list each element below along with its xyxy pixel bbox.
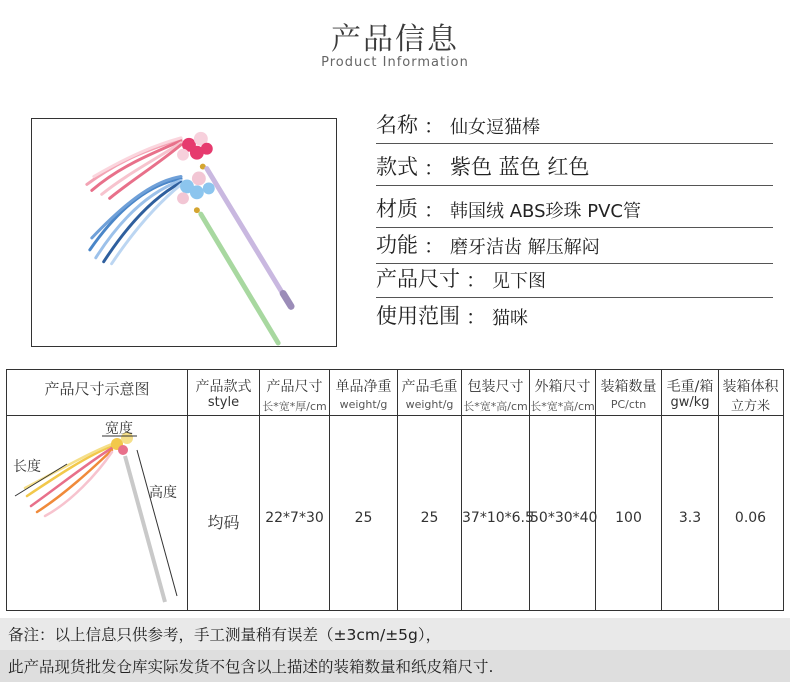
cell-style: 均码 — [207, 513, 240, 532]
info-material-colon: ： — [424, 198, 444, 222]
info-size-row — [376, 266, 773, 298]
col-style-subheader: style — [207, 395, 240, 410]
col-net-weight-subheader: weight/g — [339, 398, 388, 411]
page-subtitle: Product Information — [321, 55, 469, 70]
info-usage-colon: ： — [466, 305, 486, 329]
info-material-key: 材质 — [376, 197, 418, 221]
cell-carton-size: 50*30*40 — [530, 510, 598, 526]
col-gross-weight-header: 产品毛重 — [401, 379, 458, 395]
cell-product-size: 22*7*30 — [265, 510, 324, 526]
col-carton-size — [530, 370, 596, 610]
info-size-key: 产品尺寸 — [376, 267, 460, 291]
size-diagram — [7, 416, 188, 610]
cell-carton-weight: 3.3 — [678, 510, 702, 526]
info-name-colon: ： — [424, 114, 444, 138]
info-usage-value: 猫咪 — [492, 308, 528, 329]
col-product-size-subheader: 长*宽*厚/cm — [262, 400, 327, 413]
cell-carton-volume: 0.06 — [734, 510, 767, 526]
note-line-1: 备注：以上信息只供参考，手工测量稍有误差（±3cm/±5g）， — [0, 618, 790, 650]
cell-gross-weight: 25 — [420, 510, 439, 526]
col-style — [188, 370, 260, 610]
diagram-width-label: 宽度 — [105, 421, 133, 437]
col-net-weight — [330, 370, 398, 610]
info-name-row — [376, 108, 773, 144]
col-carton-qty-header: 装箱数量 — [600, 379, 657, 395]
col-diagram-header: 产品尺寸示意图 — [44, 380, 150, 398]
info-function-row — [376, 228, 773, 264]
info-size-value: 见下图 — [492, 271, 546, 292]
info-function-colon: ： — [424, 234, 444, 258]
col-carton-qty-subheader: PC/ctn — [610, 398, 647, 411]
col-gross-weight — [398, 370, 462, 610]
info-name-value: 仙女逗猫棒 — [450, 117, 540, 138]
col-carton-weight — [662, 370, 719, 610]
col-carton-size-subheader: 长*宽*高/cm — [530, 400, 595, 413]
col-carton-qty — [596, 370, 662, 610]
diagram-length-label: 长度 — [13, 459, 41, 475]
col-carton-volume-subheader: 立方米 — [730, 399, 770, 414]
col-carton-volume-header: 装箱体积 — [722, 379, 779, 395]
col-package-size — [462, 370, 534, 610]
info-usage-key: 使用范围 — [376, 304, 460, 328]
col-product-size — [260, 370, 330, 610]
col-product-size-header: 产品尺寸 — [266, 379, 323, 395]
info-size-colon: ： — [466, 268, 486, 292]
col-carton-weight-header: 毛重/箱 — [666, 379, 714, 395]
info-material-row — [376, 192, 773, 228]
info-function-key: 功能 — [376, 233, 418, 257]
spec-table — [6, 369, 784, 611]
col-carton-size-header: 外箱尺寸 — [534, 379, 591, 395]
product-photo — [31, 118, 337, 347]
col-gross-weight-subheader: weight/g — [405, 398, 454, 411]
info-style-key: 款式 — [376, 155, 418, 179]
col-carton-volume — [719, 370, 782, 610]
info-style-row — [376, 146, 773, 186]
info-usage-row — [376, 300, 773, 334]
info-style-colon: ： — [424, 156, 444, 180]
col-carton-weight-subheader: gw/kg — [670, 395, 710, 410]
diagram-height-label: 高度 — [149, 485, 177, 501]
cell-package-size: 37*10*6.5 — [462, 510, 534, 526]
cell-carton-qty: 100 — [615, 510, 642, 526]
info-function-value: 磨牙洁齿 解压解闷 — [450, 237, 600, 258]
col-diagram — [7, 370, 188, 610]
info-material-value: 韩国绒 ABS珍珠 PVC管 — [450, 201, 641, 222]
col-package-size-header: 包装尺寸 — [467, 379, 524, 395]
info-name-key: 名称 — [376, 113, 418, 137]
col-style-header: 产品款式 — [195, 379, 252, 395]
col-net-weight-header: 单品净重 — [335, 379, 392, 395]
info-style-value: 紫色 蓝色 红色 — [450, 155, 590, 179]
cell-net-weight: 25 — [354, 510, 373, 526]
col-package-size-subheader: 长*宽*高/cm — [463, 400, 528, 413]
note-line-2: 此产品现货批发仓库实际发货不包含以上描述的装箱数量和纸皮箱尺寸. — [0, 650, 790, 682]
page-title: 产品信息 — [331, 22, 459, 57]
cat-teaser-illustration — [32, 119, 336, 346]
